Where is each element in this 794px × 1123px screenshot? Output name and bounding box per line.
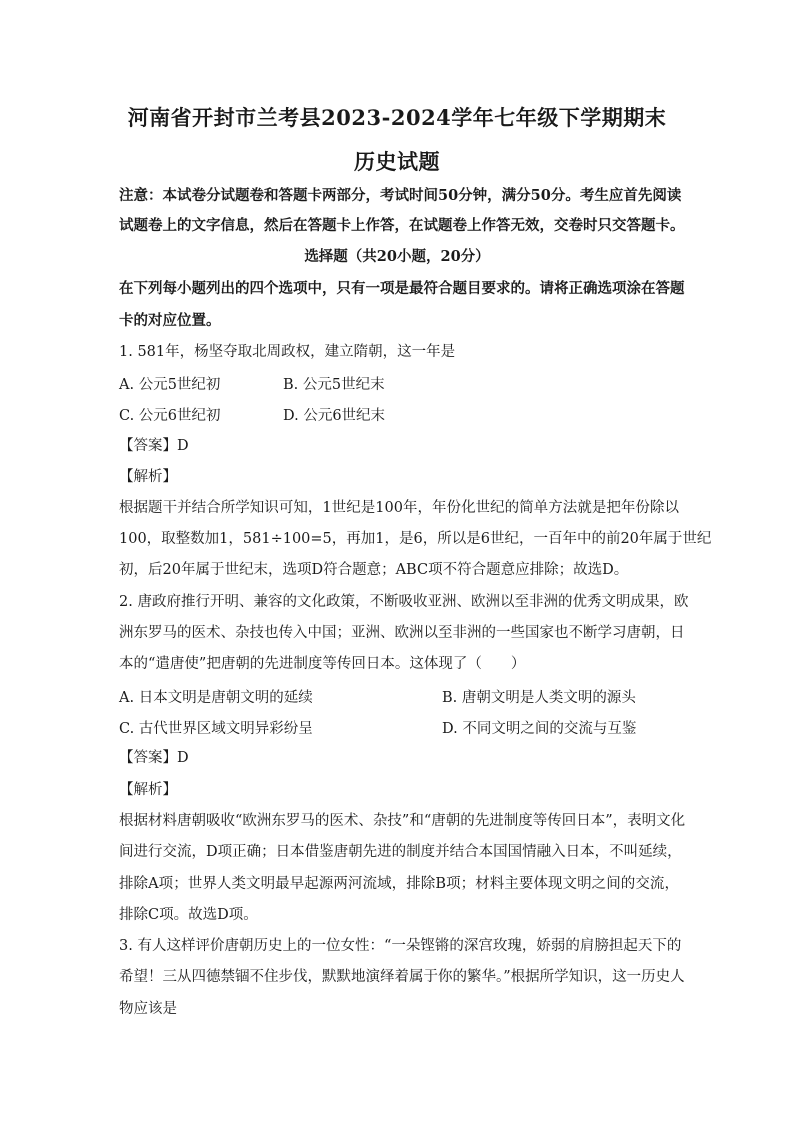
exam-subtitle: 历史试题 <box>354 149 440 174</box>
q3-stem-line-3: 物应该是 <box>119 1001 177 1017</box>
q1-analysis-line-3: 初，后20年属于世纪末，选项D符合题意；ABC项不符合题意应排除；故选D。 <box>119 562 629 578</box>
q1-option-c: C. 公元6世纪初 <box>119 408 221 424</box>
q2-analysis-line-3: 排除A项；世界人类文明最早起源两河流域，排除B项；材料主要体现文明之间的交流， <box>119 876 679 892</box>
notice-line-1: 注意：本试卷分试题卷和答题卡两部分，考试时间50分钟，满分50分。考生应首先阅读 <box>119 187 682 204</box>
q1-analysis-line-2: 100，取整数加1，581÷100=5，再加1，是6，所以是6世纪，一百年中的前20年属于世纪 <box>119 531 712 547</box>
q1-option-d: D. 公元6世纪末 <box>283 408 386 424</box>
q2-option-a: A. 日本文明是唐朝文明的延续 <box>119 690 313 706</box>
q2-option-b: B. 唐朝文明是人类文明的源头 <box>442 690 636 706</box>
exam-title: 河南省开封市兰考县2023-2024学年七年级下学期期末 <box>127 105 667 130</box>
q2-analysis-line-2: 间进行交流，D项正确；日本借鉴唐朝先进的制度并结合本国国情融入日本，不叫延续， <box>119 844 682 860</box>
q2-stem-line-2: 洲东罗马的医术、杂技也传入中国；亚洲、欧洲以至非洲的一些国家也不断学习唐朝，日 <box>119 625 685 641</box>
q2-analysis-label: 【解析】 <box>119 782 177 798</box>
q2-option-c: C. 古代世界区域文明异彩纷呈 <box>119 721 313 737</box>
q1-option-b: B. 公元5世纪末 <box>283 377 385 393</box>
q1-answer: 【答案】D <box>119 438 189 454</box>
q1-analysis-label: 【解析】 <box>119 469 177 485</box>
q2-answer: 【答案】D <box>119 750 189 766</box>
instructions-line-2: 卡的对应位置。 <box>119 312 221 329</box>
q1-stem: 1. 581年，杨坚夺取北周政权，建立隋朝，这一年是 <box>119 344 456 360</box>
q3-stem-line-1: 3. 有人这样评价唐朝历史上的一位女性：“一朵铿锵的深宫玫瑰，娇弱的肩膀担起天下的 <box>119 938 682 954</box>
q2-analysis-line-1: 根据材料唐朝吸收“欧洲东罗马的医术、杂技”和“唐朝的先进制度等传回日本”，表明文化 <box>119 813 686 829</box>
q3-stem-line-2: 希望！三从四德禁锢不住步伐，默默地演绎着属于你的繁华。”根据所学知识，这一历史人 <box>119 969 685 985</box>
instructions-line-1: 在下列每小题列出的四个选项中，只有一项是最符合题目要求的。请将正确选项涂在答题 <box>119 280 685 297</box>
section-heading: 选择题（共20小题，20分） <box>304 248 490 265</box>
q1-analysis-line-1: 根据题干并结合所学知识可知，1世纪是100年，年份化世纪的简单方法就是把年份除以 <box>119 500 679 516</box>
notice-line-2: 试题卷上的文字信息，然后在答题卡上作答，在试题卷上作答无效，交卷时只交答题卡。 <box>119 217 685 234</box>
q1-option-a: A. 公元5世纪初 <box>119 377 221 393</box>
q2-stem-line-1: 2. 唐政府推行开明、兼容的文化政策，不断吸收亚洲、欧洲以至非洲的优秀文明成果，欧 <box>119 594 689 610</box>
q2-analysis-line-4: 排除C项。故选D项。 <box>119 907 258 923</box>
q2-option-d: D. 不同文明之间的交流与互鉴 <box>442 721 637 737</box>
q2-stem-line-3: 本的“遣唐使”把唐朝的先进制度等传回日本。这体现了（ ） <box>119 656 526 672</box>
